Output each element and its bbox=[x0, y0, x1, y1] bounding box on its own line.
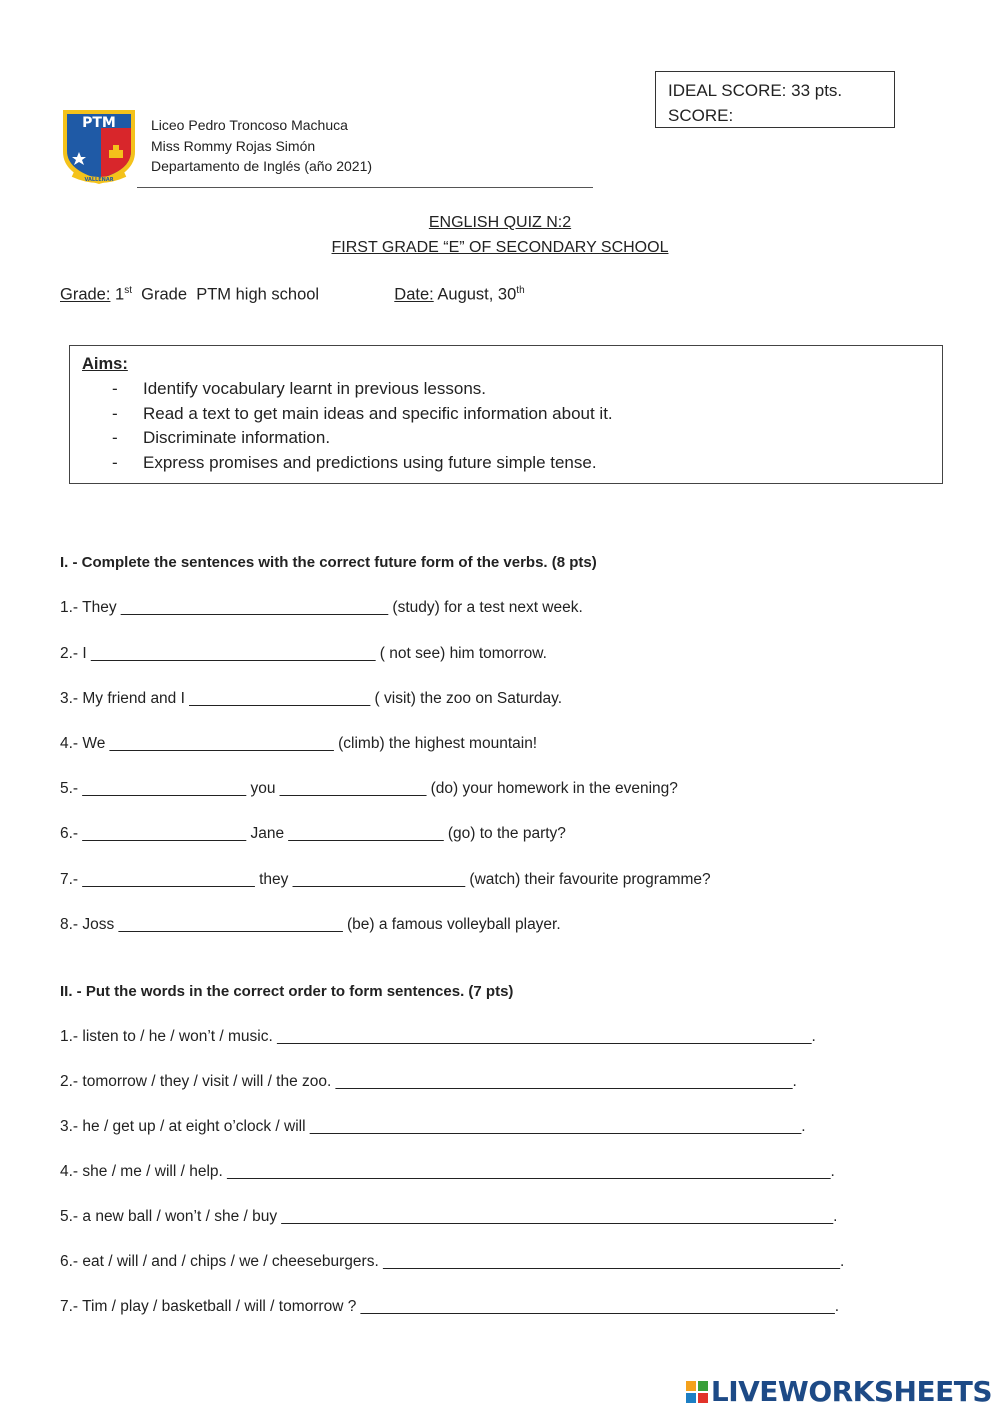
quiz-title: ENGLISH QUIZ N:2 bbox=[428, 214, 572, 231]
aim-item: - Discriminate information. bbox=[112, 428, 331, 447]
school-logo-icon bbox=[61, 108, 137, 186]
watermark-text: LIVEWORKSHEETS bbox=[710, 1375, 992, 1408]
date-value: August, 30 bbox=[433, 285, 517, 304]
section1-item-3[interactable]: 3.- My friend and I _____________________ ( visit) the zoo on Saturday. bbox=[60, 690, 563, 707]
school-info bbox=[151, 115, 372, 177]
teacher-name: Miss Rommy Rojas Simón bbox=[151, 137, 316, 154]
logo-banner: VALLENAR bbox=[84, 177, 114, 183]
section2-item-5[interactable]: 5.- a new ball / won’t / she / buy ________________________________________________________________. bbox=[60, 1208, 838, 1225]
section1-item-4[interactable]: 4.- We __________________________ (climb) the highest mountain! bbox=[60, 735, 538, 752]
liveworksheets-logo-icon bbox=[686, 1381, 708, 1403]
section1-item-1[interactable]: 1.- They _______________________________ (study) for a test next week. bbox=[60, 599, 583, 616]
grade-sup: st bbox=[124, 285, 132, 296]
department: Departamento de Inglés (año 2021) bbox=[151, 158, 373, 174]
header-divider bbox=[137, 187, 593, 188]
section1-item-6[interactable]: 6.- ___________________ Jane __________________ (go) to the party? bbox=[60, 825, 566, 842]
quiz-subtitle: FIRST GRADE “E” OF SECONDARY SCHOOL bbox=[331, 239, 669, 256]
school-name: Liceo Pedro Troncoso Machuca bbox=[151, 117, 348, 133]
date-sup: th bbox=[516, 285, 525, 296]
liveworksheets-watermark bbox=[686, 1375, 992, 1408]
section2-item-1[interactable]: 1.- listen to / he / won’t / music. ______________________________________________________________. bbox=[60, 1028, 816, 1045]
section1-item-2[interactable]: 2.- I _________________________________ ( not see) him tomorrow. bbox=[60, 645, 547, 662]
aim-item: - Read a text to get main ideas and specific information about it. bbox=[112, 404, 613, 423]
score-label: SCORE: bbox=[668, 106, 734, 125]
section2-item-7[interactable]: 7.- Tim / play / basketball / will / tomorrow ? _______________________________________________________. bbox=[60, 1298, 840, 1315]
ideal-score: IDEAL SCORE: 33 pts. bbox=[668, 81, 843, 100]
aims-title: Aims: bbox=[82, 355, 128, 373]
section2-item-4[interactable]: 4.- she / me / will / help. ______________________________________________________________________. bbox=[60, 1163, 835, 1180]
aim-item: - Express promises and predictions using future simple tense. bbox=[112, 453, 597, 472]
aims-box bbox=[69, 345, 943, 484]
section1-title: I. - Complete the sentences with the correct future form of the verbs. (8 pts) bbox=[60, 554, 597, 571]
section1-item-8[interactable]: 8.- Joss __________________________ (be) a famous volleyball player. bbox=[60, 916, 561, 933]
aim-item: - Identify vocabulary learnt in previous lessons. bbox=[112, 379, 487, 398]
section2-title: II. - Put the words in the correct order to form sentences. (7 pts) bbox=[60, 983, 514, 1000]
score-box bbox=[655, 71, 895, 128]
grade-value: Grade PTM high school bbox=[132, 285, 320, 304]
grade-line bbox=[60, 285, 525, 305]
section1-item-5[interactable]: 5.- ___________________ you _________________ (do) your homework in the evening? bbox=[60, 780, 678, 797]
section2-item-2[interactable]: 2.- tomorrow / they / visit / will / the zoo. _____________________________________________________. bbox=[60, 1073, 797, 1090]
section2-item-3[interactable]: 3.- he / get up / at eight o’clock / will _________________________________________________________. bbox=[60, 1118, 806, 1135]
logo-text: PTM bbox=[82, 115, 116, 131]
date-label: Date: bbox=[394, 285, 434, 304]
grade-number: 1 bbox=[110, 285, 125, 304]
school-logo bbox=[61, 108, 137, 186]
section2-item-6[interactable]: 6.- eat / will / and / chips / we / cheeseburgers. _____________________________________________________. bbox=[60, 1253, 845, 1270]
section1-item-7[interactable]: 7.- ____________________ they ____________________ (watch) their favourite programme? bbox=[60, 871, 711, 888]
grade-label: Grade: bbox=[60, 285, 111, 304]
